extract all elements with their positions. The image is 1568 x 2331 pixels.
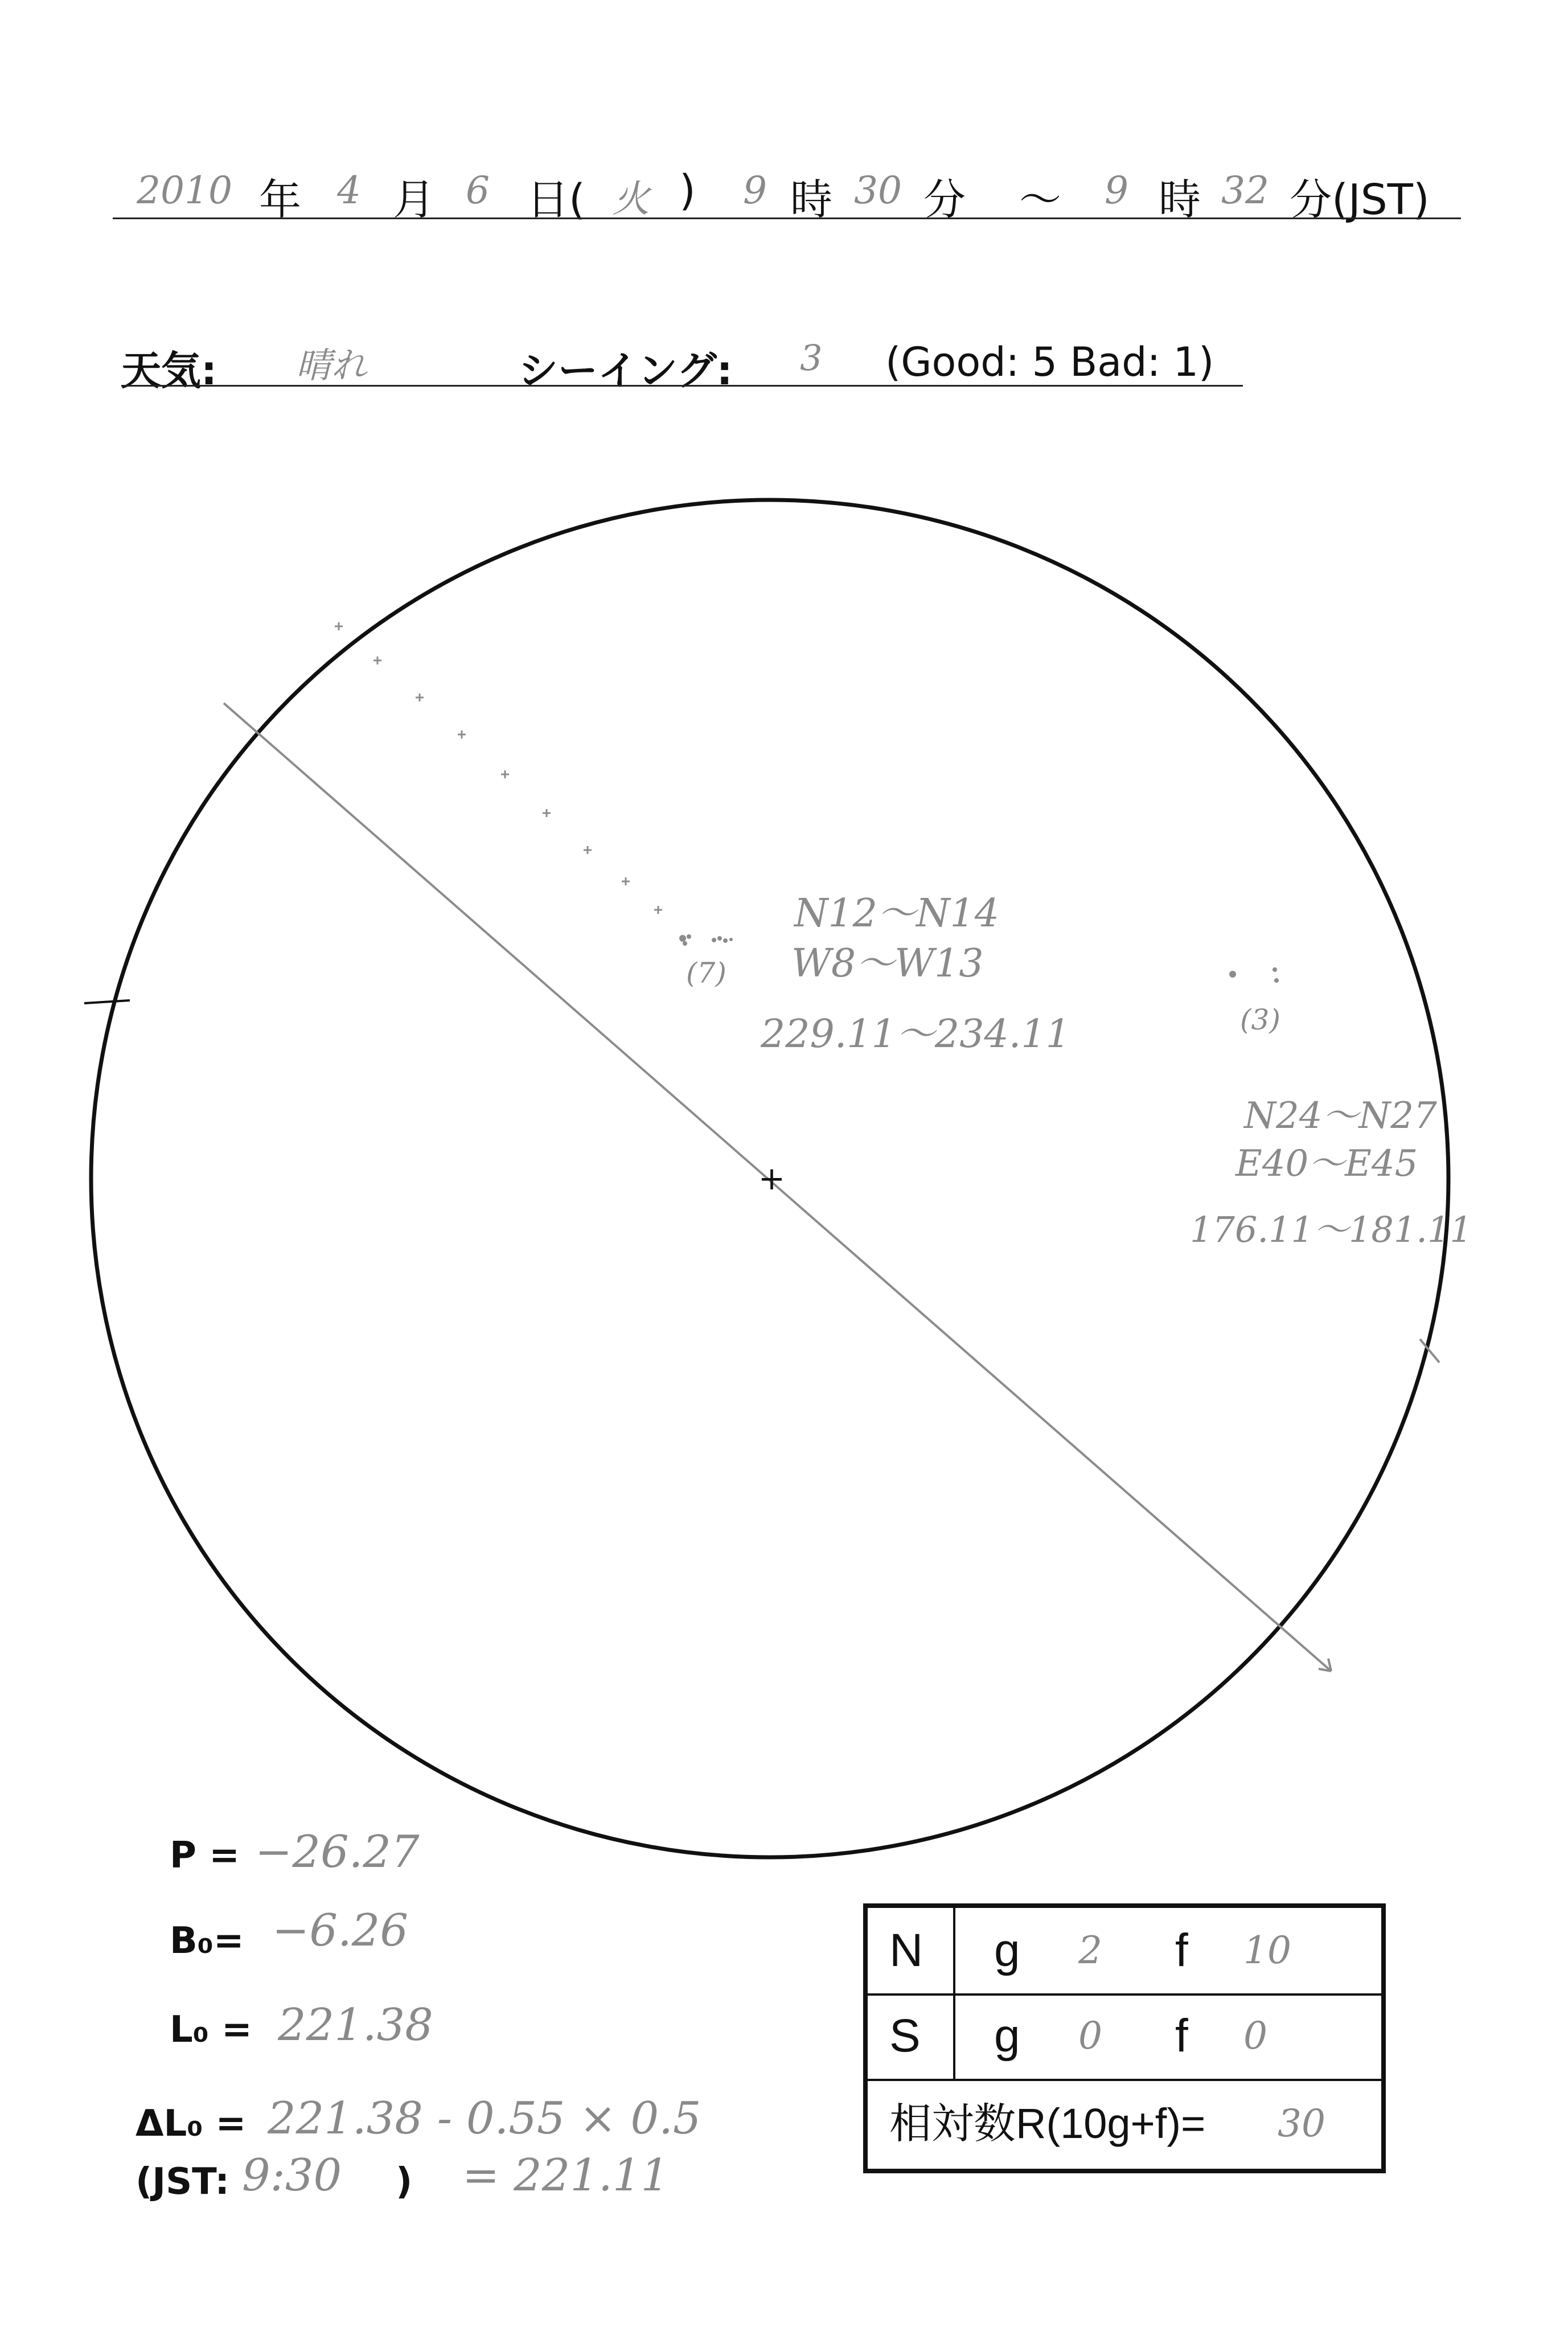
end-hour-value: 9 [1105, 169, 1128, 212]
weather-value: 晴れ [296, 344, 367, 386]
sunspot-count-table [863, 1903, 1386, 2173]
month-unit: 月 [393, 175, 435, 224]
weekday-value: 火 [612, 177, 650, 221]
group1-latitude: N12〜N14 [794, 891, 1000, 936]
group2-count: (3) [1240, 1003, 1280, 1036]
group2-carrington: 176.11〜181.11 [1190, 1209, 1472, 1250]
track-crosses [335, 622, 662, 914]
north-g-label: g [994, 1924, 1020, 1976]
year-unit: 年 [259, 175, 301, 224]
jst-value: 9:30 [242, 2150, 342, 2201]
weekday-close: ) [679, 166, 696, 215]
relative-number-value: 30 [1278, 2102, 1325, 2145]
north-f-value: 10 [1243, 1928, 1291, 1972]
south-row [868, 1993, 1381, 2081]
l0-value: 221.38 [278, 2000, 433, 2051]
group1-longitude: W8〜W13 [791, 941, 984, 986]
end-hour-unit: 時 [1159, 175, 1201, 224]
south-label-divider [953, 1993, 955, 2079]
jst-close: ) [396, 2161, 413, 2203]
seeing-scale: (Good: 5 Bad: 1) [885, 339, 1214, 385]
south-f-value: 0 [1243, 2014, 1267, 2058]
sunspot-group-2 [1229, 967, 1279, 983]
group2-latitude: N24〜N27 [1244, 1095, 1437, 1137]
south-g-label: g [994, 2010, 1020, 2062]
group2-longitude: E40〜E45 [1235, 1143, 1418, 1185]
end-min-unit: 分(JST) [1290, 175, 1430, 224]
relative-number-row [868, 2081, 1381, 2171]
l0-label: L₀ = [170, 2009, 252, 2051]
b0-label: B₀= [170, 1920, 244, 1962]
north-label-divider [953, 1908, 955, 1993]
b0-value: −6.26 [272, 1905, 409, 1956]
group1-carrington: 229.11〜234.11 [761, 1012, 1070, 1057]
south-g-value: 0 [1078, 2014, 1102, 2058]
seeing-label: シーイング: [518, 347, 733, 394]
time-range-separator: 〜 [1019, 175, 1061, 224]
start-min-value: 30 [854, 169, 902, 212]
north-g-value: 2 [1078, 1928, 1102, 1972]
start-hour-value: 9 [743, 169, 767, 212]
start-hour-unit: 時 [790, 175, 832, 224]
south-f-label: f [1175, 2010, 1188, 2062]
year-value: 2010 [137, 169, 232, 212]
p-label: P = [170, 1835, 240, 1877]
sunspot-group-1 [679, 934, 733, 946]
p-value: −26.27 [255, 1827, 420, 1878]
south-label: S [889, 2010, 921, 2062]
start-min-unit: 分 [923, 175, 966, 224]
dl0-label: ΔL₀ = [136, 2103, 247, 2145]
north-row [868, 1908, 1381, 1996]
jst-label: (JST: [136, 2161, 229, 2203]
dl0-result: = 221.11 [462, 2150, 670, 2201]
seeing-value: 3 [800, 337, 823, 379]
north-label: N [889, 1924, 923, 1976]
group1-count: (7) [686, 957, 726, 990]
month-value: 4 [337, 169, 361, 212]
north-f-label: f [1175, 1924, 1188, 1976]
relative-number-label: 相対数R(10g+f)= [889, 2100, 1206, 2147]
dl0-expression: 221.38 - 0.55 × 0.5 [268, 2093, 701, 2144]
end-min-value: 32 [1221, 169, 1269, 212]
day-value: 6 [466, 169, 490, 212]
west-edge-tick [84, 1000, 130, 1003]
disk-center-mark: + [758, 1160, 785, 1197]
weather-label: 天気: [121, 347, 217, 394]
day-unit: 日( [527, 175, 585, 224]
